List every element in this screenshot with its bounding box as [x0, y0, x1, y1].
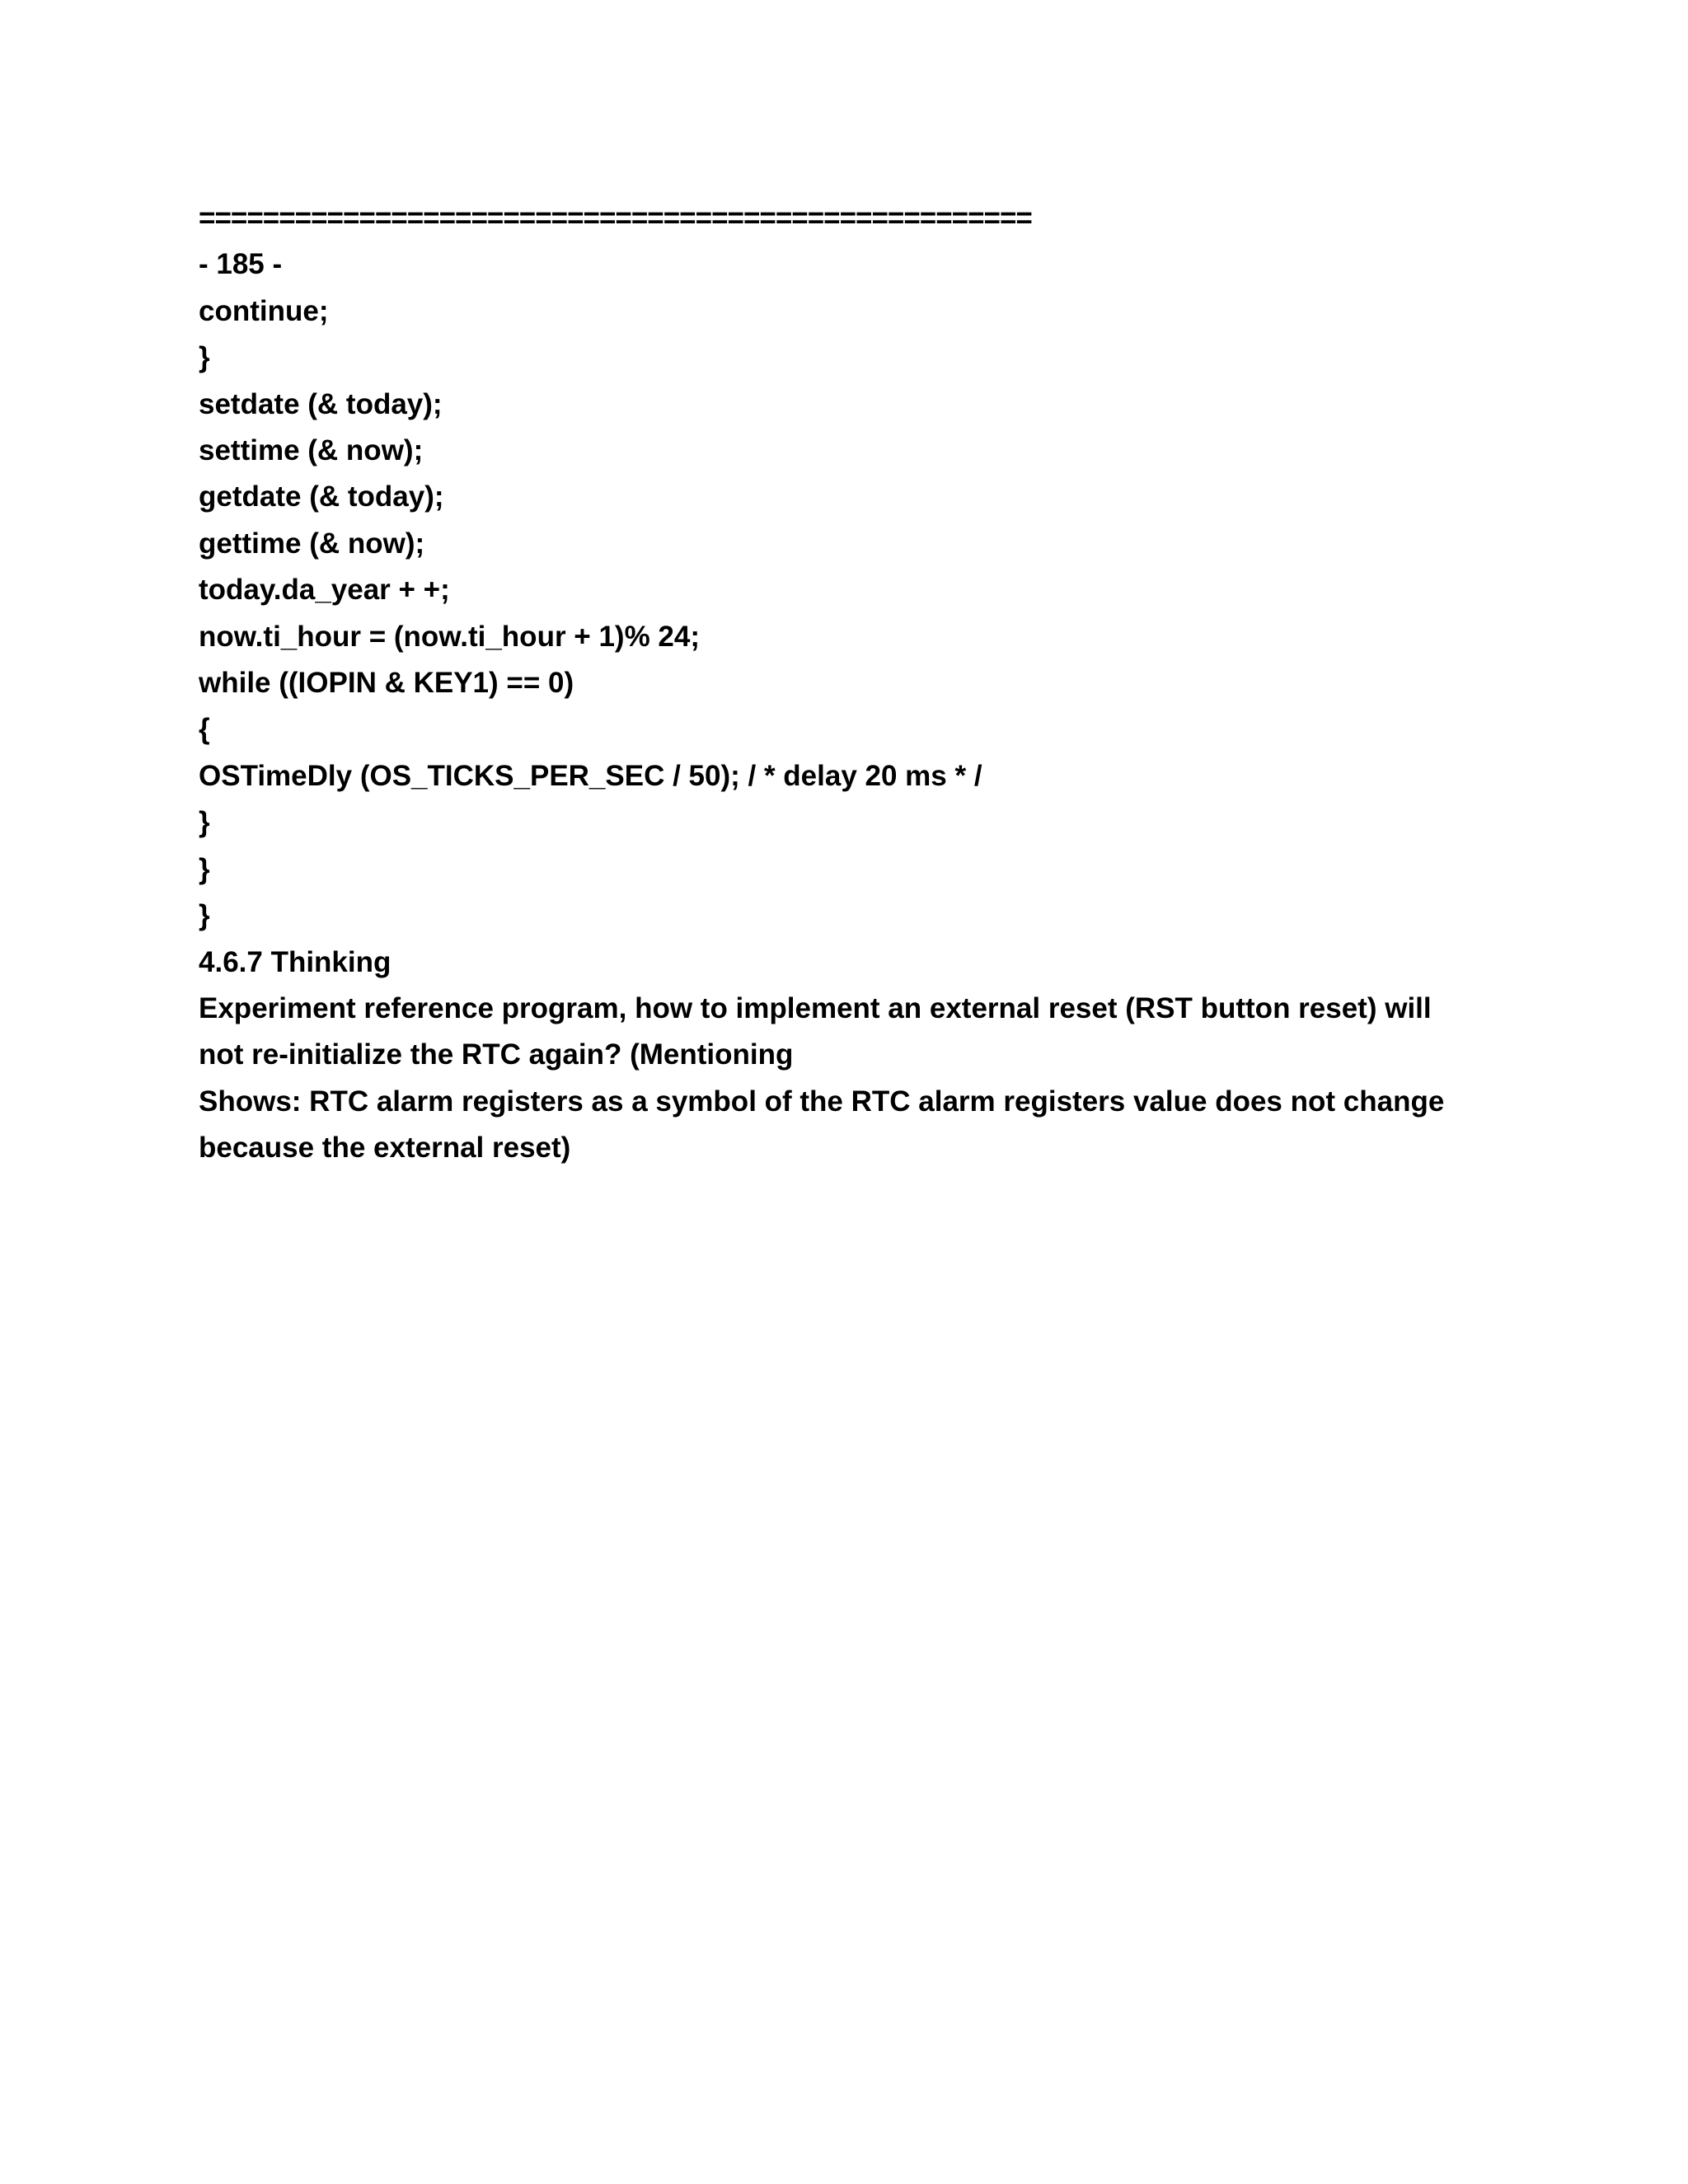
body-line: Experiment reference program, how to implement an external reset (RST button reset) will [199, 991, 1432, 1024]
page-content [199, 195, 1501, 1172]
page-number: - 185 - [199, 248, 283, 281]
code-line: } [199, 899, 210, 932]
code-line: while ((IOPIN & KEY1) == 0) [199, 667, 574, 700]
code-line: getdate (& today); [199, 480, 444, 513]
code-line: now.ti_hour = (now.ti_hour + 1)% 24; [199, 620, 701, 653]
code-line: settime (& now); [199, 434, 424, 467]
body-line: because the external reset) [199, 1132, 571, 1165]
body-line: not re-initialize the RTC again? (Mentioning [199, 1038, 794, 1071]
body-line: Shows: RTC alarm registers as a symbol of the RTC alarm registers value does not change [199, 1085, 1445, 1118]
code-line: today.da_year + +; [199, 574, 450, 607]
code-line: { [199, 713, 210, 746]
code-line: OSTimeDly (OS_TICKS_PER_SEC / 50); / * delay 20 ms * / [199, 759, 982, 792]
section-heading: 4.6.7 Thinking [199, 945, 392, 978]
body-paragraph [199, 986, 1501, 1172]
separator-line: ==================================================== [199, 202, 1032, 234]
code-line: setdate (& today); [199, 387, 443, 420]
code-line: } [199, 341, 210, 374]
code-block [199, 288, 1501, 940]
code-line: continue; [199, 294, 329, 327]
code-line: gettime (& now); [199, 527, 425, 560]
code-line: } [199, 806, 210, 839]
code-line: } [199, 852, 210, 885]
